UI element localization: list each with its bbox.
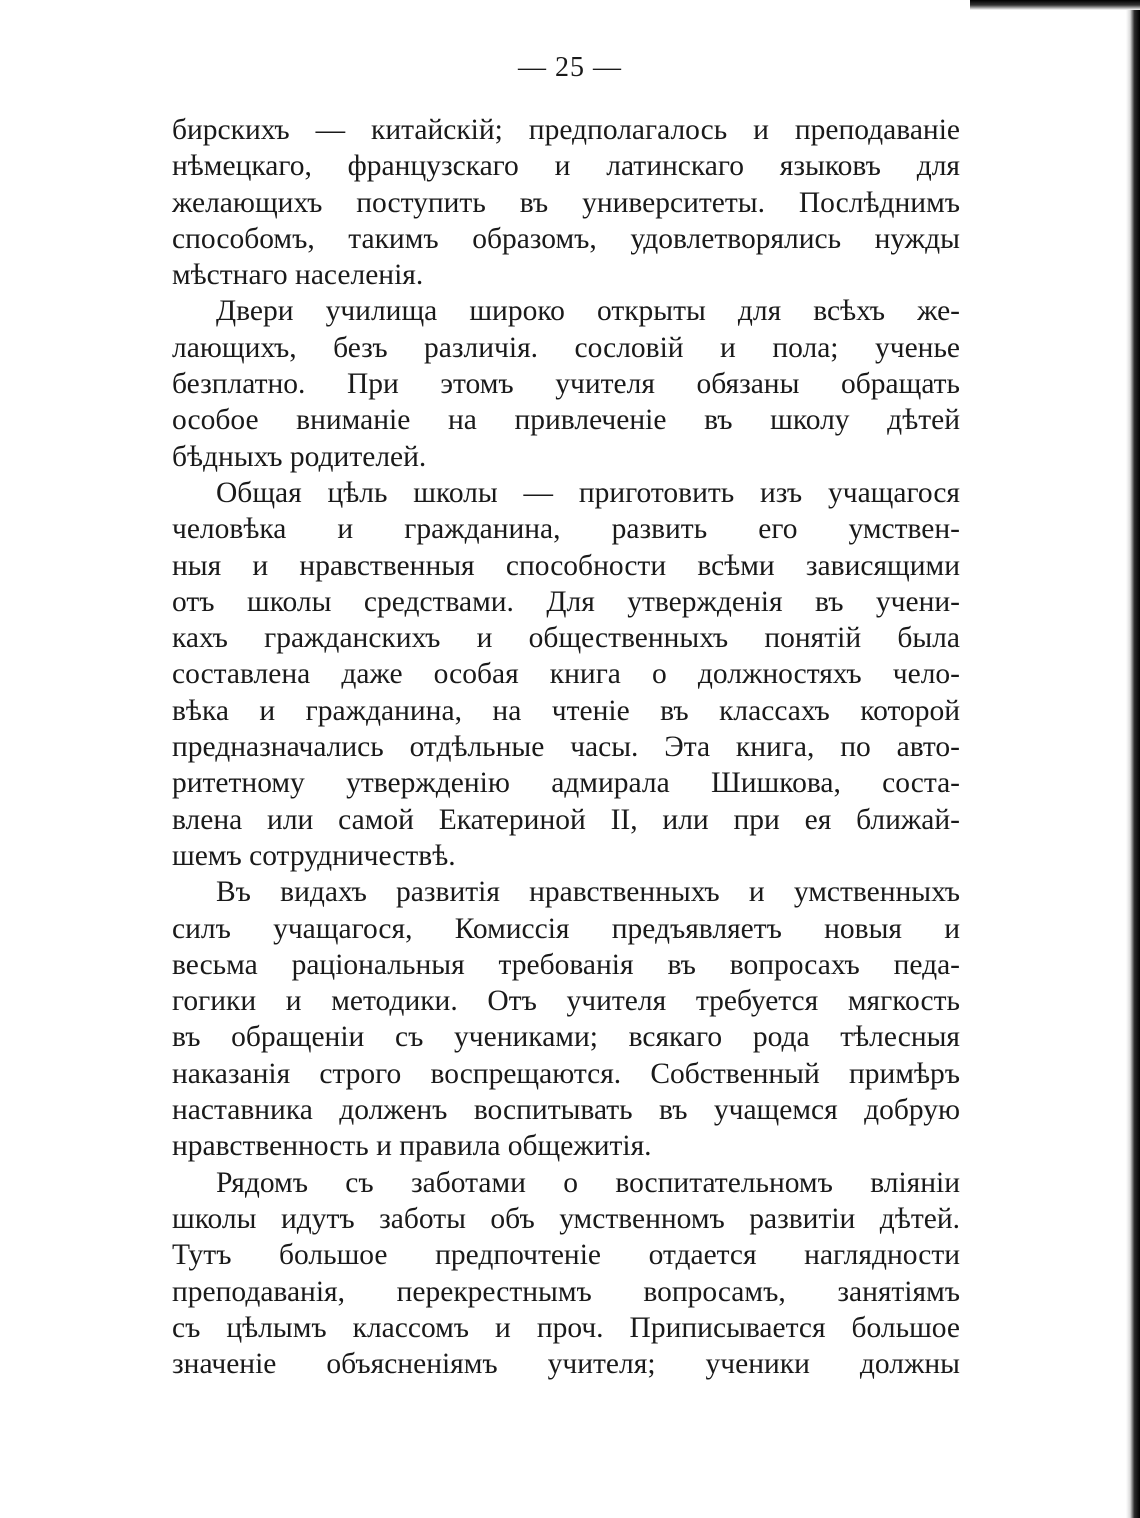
text-line: нѣмецкаго, французскаго и латинскаго языковъ для [172,150,960,183]
text-line: желающихъ поступить въ университеты. Послѣднимъ [172,186,960,219]
paragraph-4 [172,874,960,1164]
text-line: значеніе объясненіямъ учителя; ученики должны [172,1348,960,1381]
text-line: съ цѣлымъ классомъ и проч. Приписывается большое [172,1311,960,1344]
text-line: кахъ гражданскихъ и общественныхъ понятій была [172,622,960,655]
text-line: вѣка и гражданина, на чтеніе въ классахъ которой [172,694,960,727]
text-line: Общая цѣль школы — приготовить изъ учащагося [216,476,960,509]
paragraph-3 [172,475,960,874]
scan-edge-top [970,0,1140,10]
text-line: особое вниманіе на привлеченіе въ школу дѣтей [172,404,960,437]
paragraph-5 [172,1165,960,1383]
text-line: лающихъ, безъ различія. сословій и пола; ученье [172,331,960,364]
text-line: въ обращеніи съ учениками; всякаго рода тѣлесныя [172,1021,960,1054]
text-line: составлена даже особая книга о должностяхъ чело- [172,658,960,691]
text-line: отъ школы средствами. Для утвержденія въ учени- [172,585,960,618]
page-number: — 25 — [518,52,622,83]
text-line: бирскихъ — китайскій; предполагалось и преподаваніе [172,114,960,146]
text-line: нравственность и правила общежитія. [172,1130,652,1163]
scan-edge-right [1126,0,1140,1518]
text-line: шемъ сотрудничествѣ. [172,839,456,872]
text-line: способомъ, такимъ образомъ, удовлетворялись нужды [172,222,960,255]
text-line: человѣка и гражданина, развить его умствен- [172,513,960,546]
text-line: бѣдныхъ родителей. [172,440,427,473]
text-line: весьма раціональныя требованія въ вопросахъ педа- [172,948,960,981]
text-line: Тутъ большое предпочтеніе отдается наглядности [172,1239,960,1272]
text-line: безплатно. При этомъ учителя обязаны обращать [172,368,960,401]
text-line: наказанія строго воспрещаются. Собственный примѣръ [172,1057,960,1090]
text-line: школы идутъ заботы объ умственномъ развитіи дѣтей. [172,1202,960,1235]
text-line: ныя и нравственныя способности всѣми зависящими [172,549,960,582]
text-line: наставника долженъ воспитывать въ учащемся добрую [172,1094,960,1127]
text-line: Рядомъ съ заботами о воспитательномъ вліяніи [216,1166,960,1199]
text-line: преподаванія, перекрестнымъ вопросамъ, занятіямъ [172,1275,960,1308]
paragraph-2 [172,293,960,474]
text-line: Въ видахъ развитія нравственныхъ и умственныхъ [216,876,960,909]
text-line: влена или самой Екатериной II, или при ея ближай- [172,803,960,836]
body-text [172,112,960,1382]
text-line: мѣстнаго населенія. [172,259,424,292]
paragraph-1 [172,112,960,293]
text-line: ритетному утвержденію адмирала Шишкова, соста- [172,767,960,800]
text-line: Двери училища широко открыты для всѣхъ же- [216,295,960,328]
text-line: гогики и методики. Отъ учителя требуется мягкость [172,985,960,1018]
text-line: силъ учащагося, Комиссія предъявляетъ новыя и [172,912,960,945]
text-line: предназначались отдѣльные часы. Эта книга, по авто- [172,731,960,764]
